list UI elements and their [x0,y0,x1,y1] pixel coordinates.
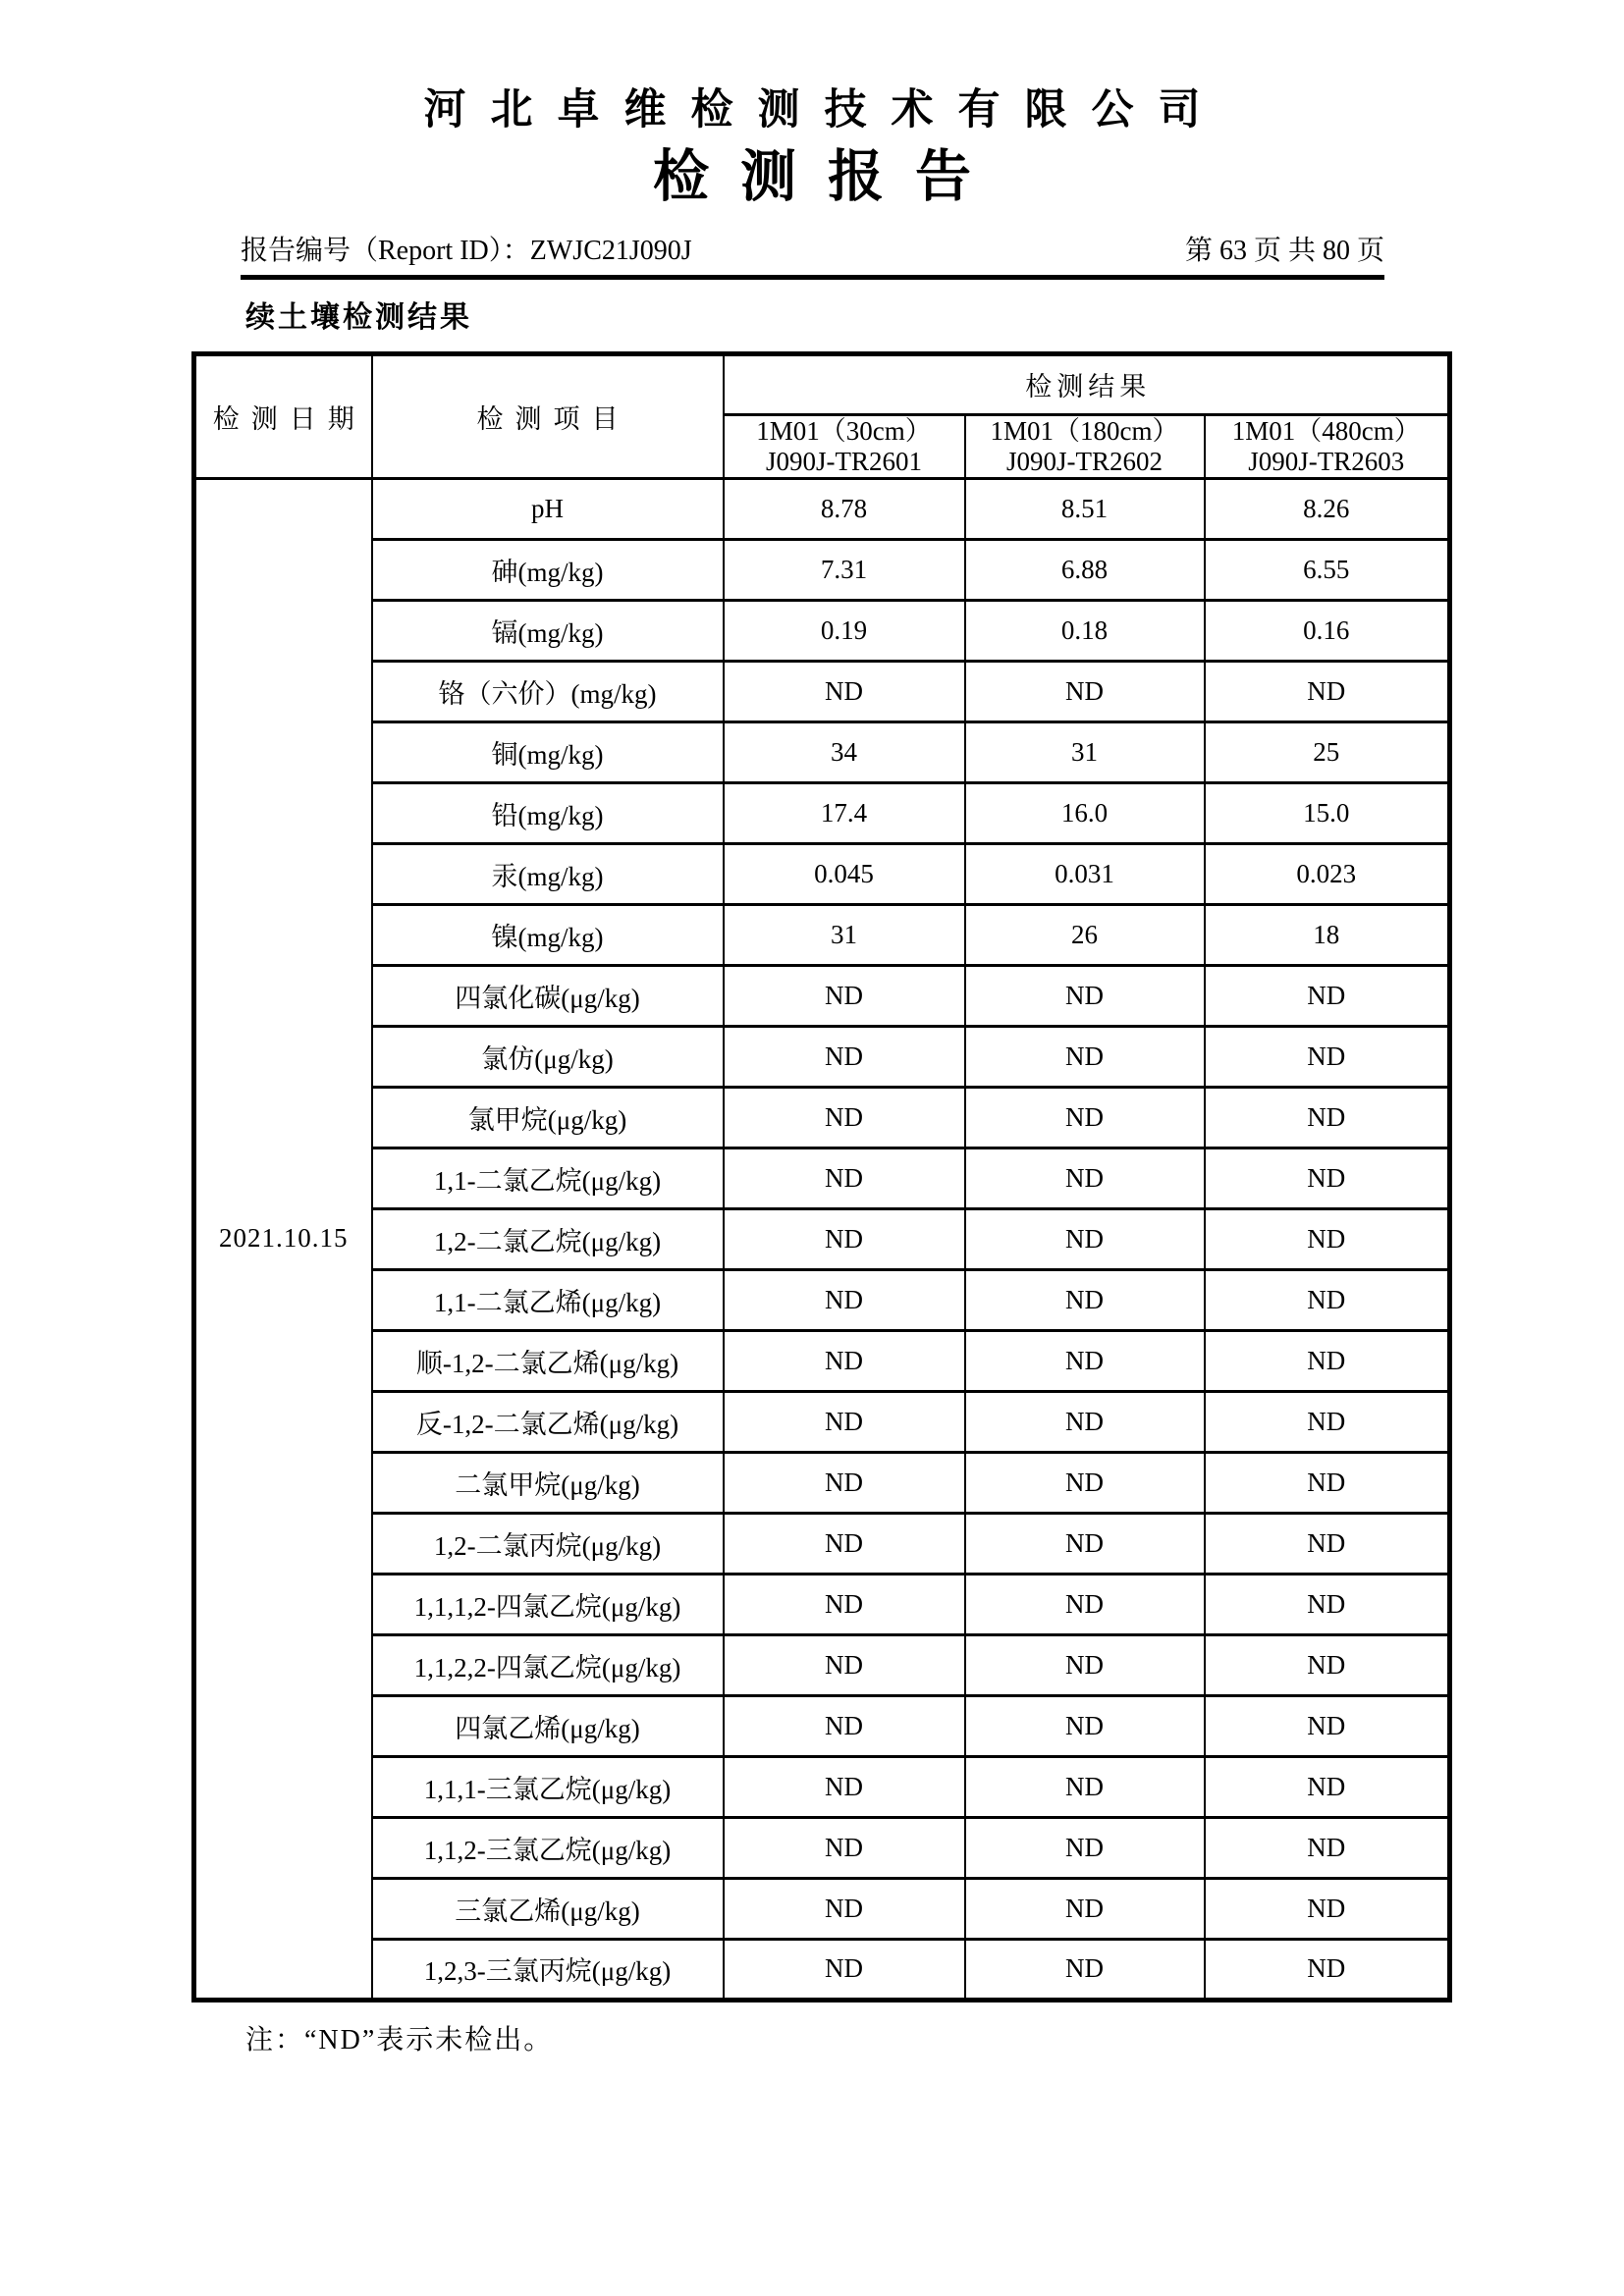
result-value-cell: ND [1205,1269,1450,1330]
sample-column-header-3 [1205,414,1450,478]
section-title: 续土壤检测结果 [245,300,472,334]
result-value-cell: ND [965,1087,1205,1148]
result-value-cell: ND [965,1208,1205,1269]
result-value-cell: ND [965,1391,1205,1452]
test-item-cell: 镍(mg/kg) [372,904,724,965]
test-item-cell: 1,2-二氯乙烷(μg/kg) [372,1208,724,1269]
table-row [194,1756,1450,1817]
col-header-test-date: 检测日期 [194,353,372,478]
result-value-cell: ND [1205,1817,1450,1878]
result-value-cell: ND [1205,1756,1450,1817]
result-value-cell: ND [724,965,965,1026]
report-title: 检测报告 [653,146,1002,209]
result-value-cell: ND [965,1330,1205,1391]
table-row [194,721,1450,782]
table-row [194,1208,1450,1269]
sample-name: 1M01（180cm） [990,415,1179,446]
result-value-cell: ND [965,661,1205,721]
result-value-cell: ND [724,1574,965,1634]
result-value-cell: ND [1205,1208,1450,1269]
result-value-cell: ND [1205,965,1450,1026]
result-value-cell: ND [724,661,965,721]
result-value-cell: ND [724,1513,965,1574]
test-item-cell: 1,2-二氯丙烷(μg/kg) [372,1513,724,1574]
result-value-cell: ND [1205,1513,1450,1574]
col-header-test-result: 检测结果 [724,353,1450,414]
results-table [191,351,1452,2002]
result-value-cell: ND [965,1148,1205,1208]
result-value-cell: ND [724,1878,965,1939]
table-row [194,1939,1450,2000]
sample-column-header-1 [724,414,965,478]
result-value-cell: ND [965,1756,1205,1817]
test-item-cell: 四氯化碳(μg/kg) [372,965,724,1026]
sample-name: 1M01（30cm） [756,415,932,446]
result-value-cell: 31 [724,904,965,965]
result-value-cell: ND [1205,1939,1450,2000]
test-date-cell: 2021.10.15 [194,478,372,2000]
table-row [194,478,1450,539]
result-value-cell: ND [724,1026,965,1087]
result-value-cell: ND [1205,1574,1450,1634]
result-value-cell: ND [1205,1391,1450,1452]
test-item-cell: pH [372,478,724,539]
table-row [194,1330,1450,1391]
result-value-cell: ND [1205,1148,1450,1208]
result-value-cell: 16.0 [965,782,1205,843]
table-row [194,965,1450,1026]
result-value-cell: ND [1205,661,1450,721]
table-row [194,1634,1450,1695]
result-value-cell: 34 [724,721,965,782]
result-value-cell: ND [1205,1026,1450,1087]
test-item-cell: 反-1,2-二氯乙烯(μg/kg) [372,1391,724,1452]
test-item-cell: 汞(mg/kg) [372,843,724,904]
test-item-cell: 1,1,1,2-四氯乙烷(μg/kg) [372,1574,724,1634]
result-value-cell: 0.023 [1205,843,1450,904]
table-row [194,1148,1450,1208]
test-item-cell: 铜(mg/kg) [372,721,724,782]
sample-column-header-2 [965,414,1205,478]
result-value-cell: 0.045 [724,843,965,904]
result-value-cell: ND [965,1878,1205,1939]
result-value-cell: ND [965,1269,1205,1330]
table-header-row-1 [194,353,1450,414]
result-value-cell: ND [965,1695,1205,1756]
table-row [194,1269,1450,1330]
result-value-cell: ND [1205,1330,1450,1391]
result-value-cell: ND [1205,1452,1450,1513]
table-row [194,539,1450,600]
result-value-cell: 8.51 [965,478,1205,539]
test-item-cell: 铬（六价）(mg/kg) [372,661,724,721]
result-value-cell: ND [1205,1634,1450,1695]
result-value-cell: ND [724,1634,965,1695]
test-item-cell: 二氯甲烷(μg/kg) [372,1452,724,1513]
table-row [194,600,1450,661]
result-value-cell: 15.0 [1205,782,1450,843]
result-value-cell: ND [965,1939,1205,2000]
test-item-cell: 1,1-二氯乙烷(μg/kg) [372,1148,724,1208]
result-value-cell: ND [965,1574,1205,1634]
test-item-cell: 1,2,3-三氯丙烷(μg/kg) [372,1939,724,2000]
report-meta-row [241,229,1384,280]
table-row [194,1695,1450,1756]
table-row [194,1026,1450,1087]
table-row [194,1574,1450,1634]
test-item-cell: 1,1,2,2-四氯乙烷(μg/kg) [372,1634,724,1695]
result-value-cell: ND [724,1330,965,1391]
result-value-cell: 25 [1205,721,1450,782]
sample-code: J090J-TR2601 [765,446,922,476]
result-value-cell: ND [724,1817,965,1878]
result-value-cell: ND [724,1087,965,1148]
result-value-cell: ND [1205,1695,1450,1756]
table-row [194,1452,1450,1513]
test-item-cell: 1,1-二氯乙烯(μg/kg) [372,1269,724,1330]
result-value-cell: 31 [965,721,1205,782]
test-item-cell: 氯甲烷(μg/kg) [372,1087,724,1148]
table-row [194,1878,1450,1939]
table-row [194,843,1450,904]
result-value-cell: 0.16 [1205,600,1450,661]
test-item-cell: 砷(mg/kg) [372,539,724,600]
result-value-cell: 6.55 [1205,539,1450,600]
result-value-cell: 18 [1205,904,1450,965]
result-value-cell: 8.78 [724,478,965,539]
sample-code: J090J-TR2602 [1005,446,1163,476]
table-row [194,782,1450,843]
result-value-cell: 0.031 [965,843,1205,904]
report-id-value: ZWJC21J090J [529,235,692,266]
result-value-cell: 0.18 [965,600,1205,661]
result-value-cell: ND [1205,1878,1450,1939]
result-value-cell: ND [724,1148,965,1208]
sample-name: 1M01（480cm） [1231,415,1421,446]
company-name: 河北卓维检测技术有限公司 [423,87,1225,133]
test-item-cell: 1,1,1-三氯乙烷(μg/kg) [372,1756,724,1817]
result-value-cell: 7.31 [724,539,965,600]
result-value-cell: ND [965,965,1205,1026]
result-value-cell: 26 [965,904,1205,965]
result-value-cell: ND [724,1452,965,1513]
result-value-cell: 17.4 [724,782,965,843]
test-item-cell: 铅(mg/kg) [372,782,724,843]
report-id-line [241,229,692,268]
result-value-cell: ND [724,1756,965,1817]
result-value-cell: 8.26 [1205,478,1450,539]
result-value-cell: ND [965,1513,1205,1574]
result-value-cell: ND [724,1695,965,1756]
report-id-label: 报告编号（Report ID）： [241,235,530,266]
table-head [194,353,1450,478]
result-value-cell: ND [724,1208,965,1269]
test-item-cell: 顺-1,2-二氯乙烯(μg/kg) [372,1330,724,1391]
results-tbody [194,478,1450,2000]
result-value-cell: ND [1205,1087,1450,1148]
sample-code: J090J-TR2603 [1248,446,1405,476]
result-value-cell: ND [724,1391,965,1452]
result-value-cell: ND [965,1452,1205,1513]
table-row [194,1391,1450,1452]
result-value-cell: ND [965,1817,1205,1878]
test-item-cell: 三氯乙烯(μg/kg) [372,1878,724,1939]
result-value-cell: ND [724,1939,965,2000]
page-number: 第 63 页 共 80 页 [1184,235,1384,266]
table-row [194,904,1450,965]
test-item-cell: 氯仿(μg/kg) [372,1026,724,1087]
table-row [194,1087,1450,1148]
footnote: 注：“ND”表示未检出。 [245,2024,554,2056]
result-value-cell: ND [724,1269,965,1330]
result-value-cell: ND [965,1634,1205,1695]
test-item-cell: 四氯乙烯(μg/kg) [372,1695,724,1756]
test-item-cell: 1,1,2-三氯乙烷(μg/kg) [372,1817,724,1878]
table-row [194,1513,1450,1574]
result-value-cell: ND [965,1026,1205,1087]
table-row [194,1817,1450,1878]
test-item-cell: 镉(mg/kg) [372,600,724,661]
result-value-cell: 0.19 [724,600,965,661]
col-header-test-item: 检测项目 [372,353,724,478]
table-row [194,661,1450,721]
result-value-cell: 6.88 [965,539,1205,600]
